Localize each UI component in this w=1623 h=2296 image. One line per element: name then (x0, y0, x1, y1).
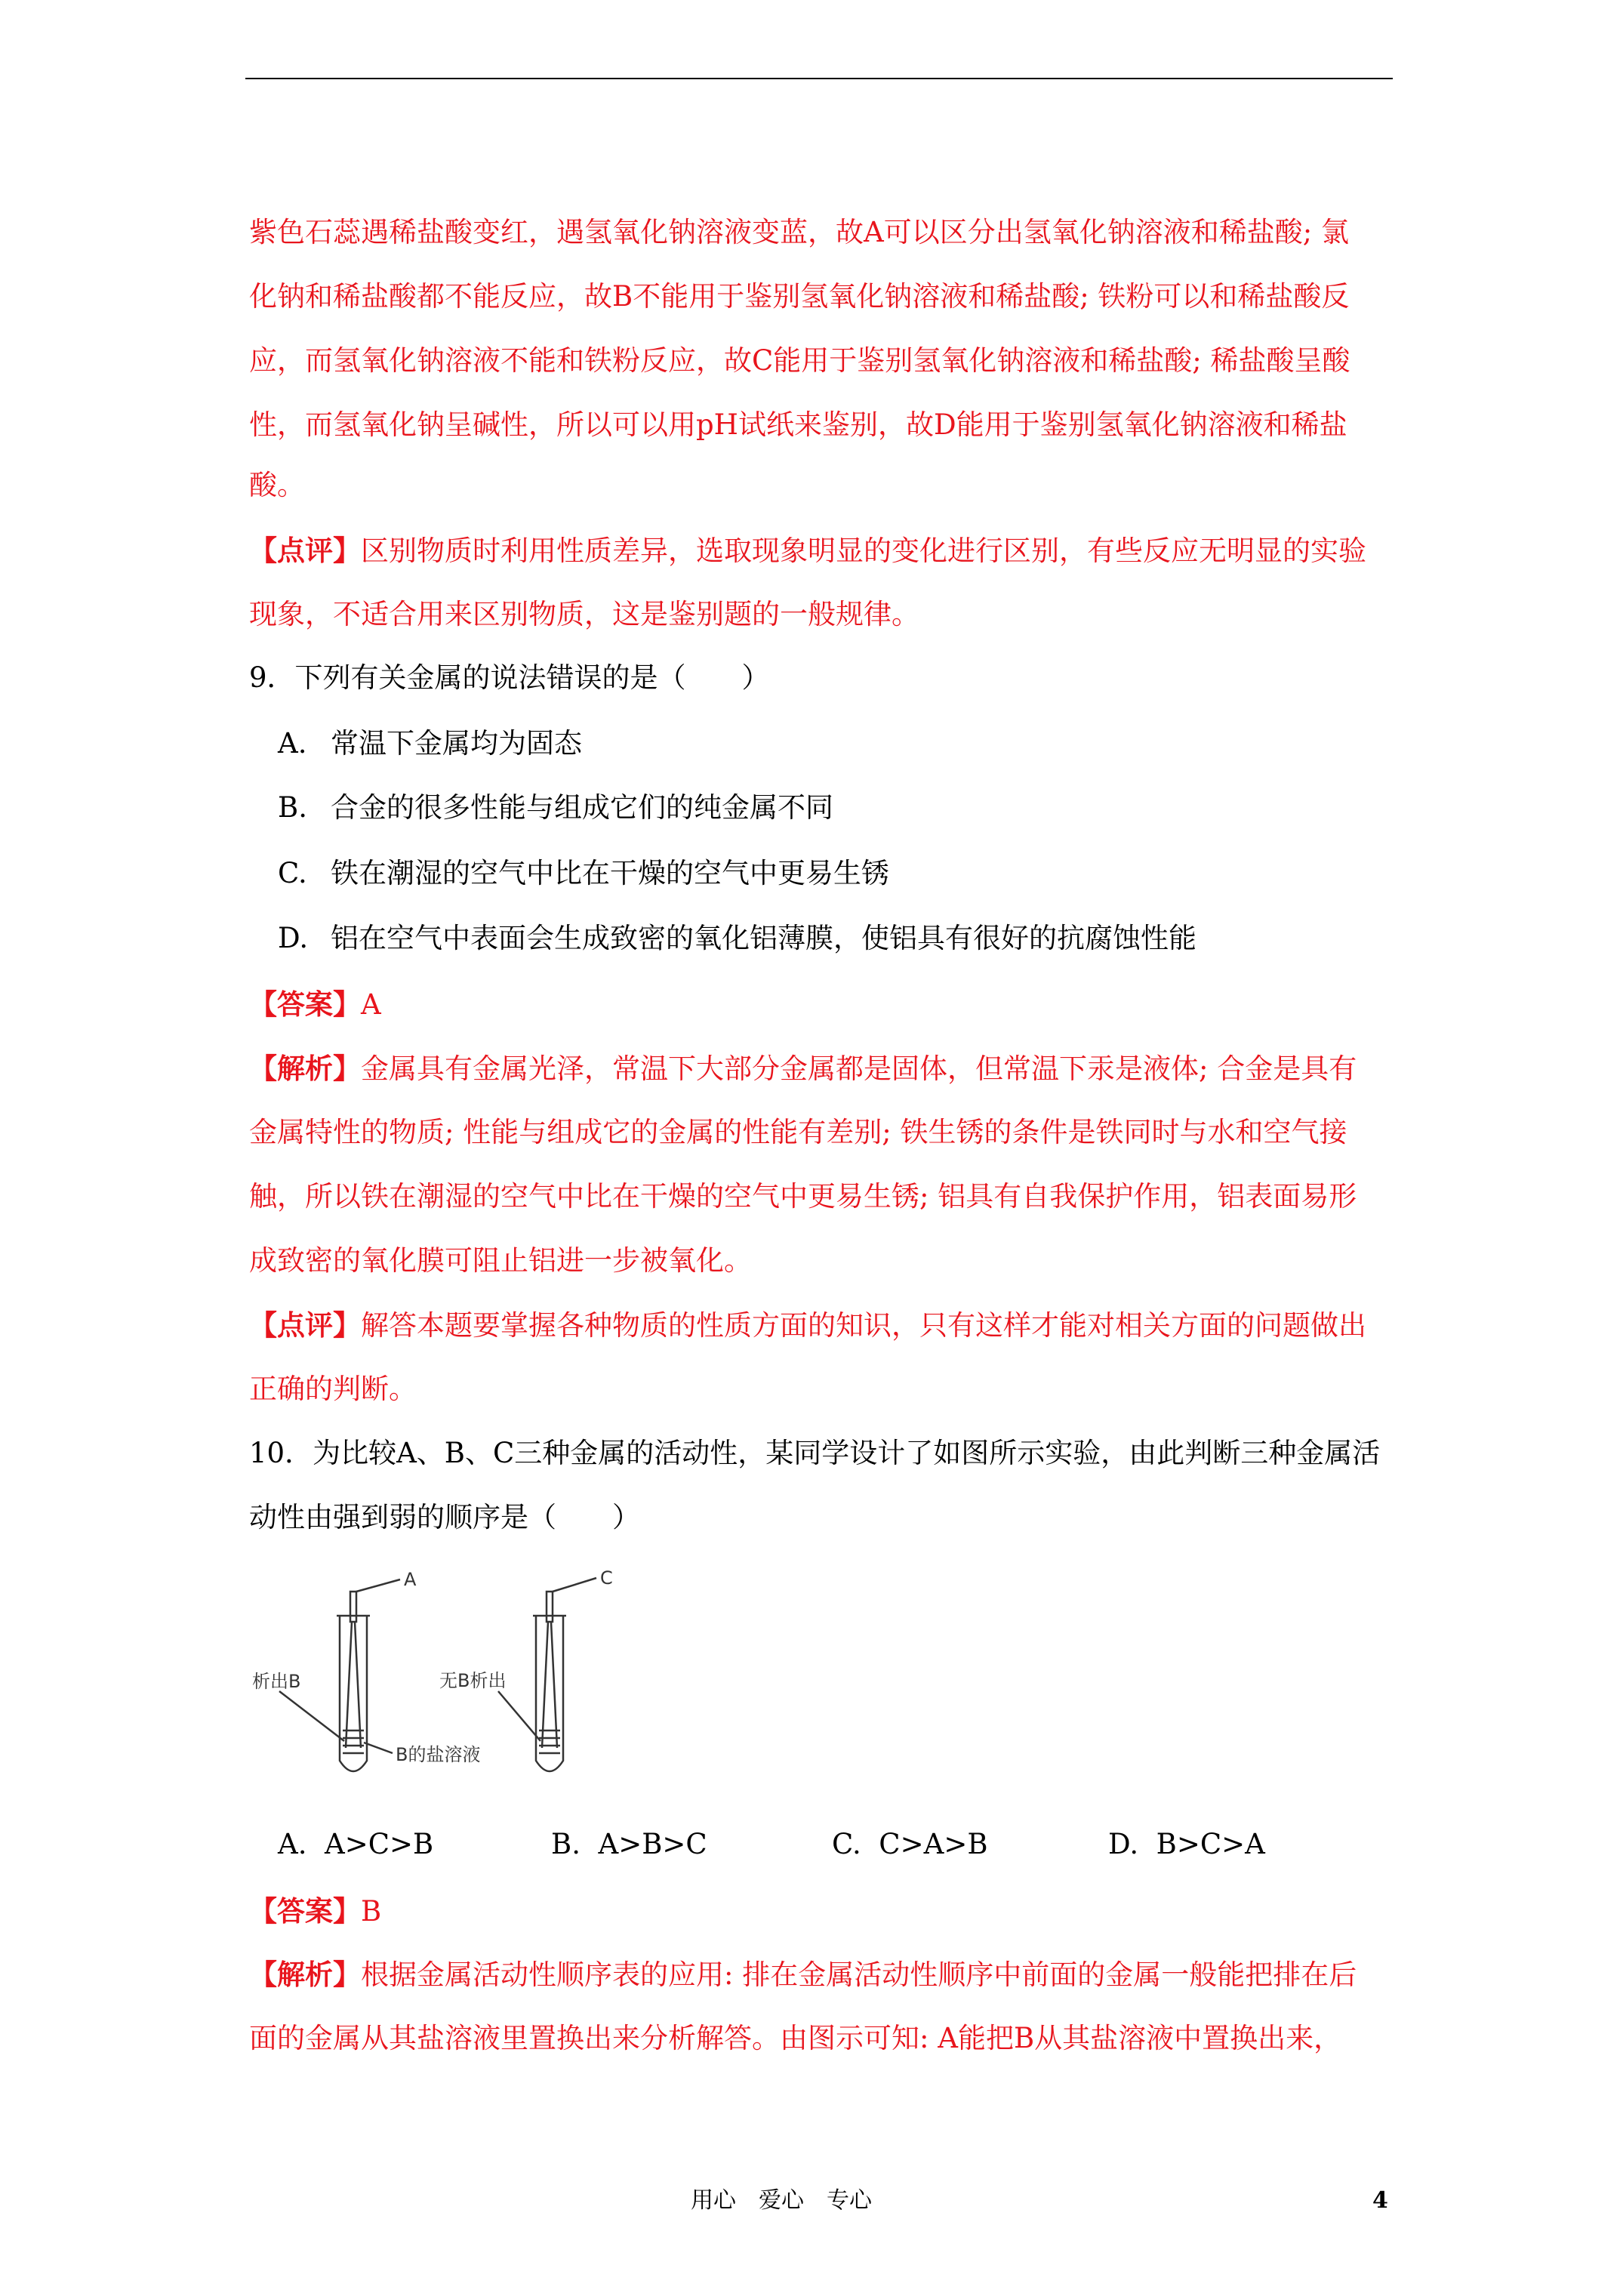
q9-analysis-line (249, 1049, 1357, 1088)
option-text: A>C>B (325, 1828, 434, 1860)
q10-option-d (1108, 1826, 1265, 1863)
option-text: C>A>B (879, 1828, 988, 1860)
comment-text: 区别物质时利用性质差异，选取现象明显的变化进行区别，有些反应无明显的实验 (361, 535, 1366, 567)
analysis-line: 应，而氢氧化钠溶液不能和铁粉反应，故C能用于鉴别氢氧化钠溶液和稀盐酸; 稀盐酸呈酸 (249, 344, 1350, 377)
label-no-precipitate: 无B析出 (439, 1670, 507, 1691)
label-a: A (404, 1569, 417, 1590)
label-c: C (600, 1567, 613, 1589)
q9-analysis-line: 成致密的氧化膜可阻止铝进一步被氧化。 (249, 1244, 752, 1277)
option-text: 常温下金属均为固态 (331, 727, 582, 760)
analysis-line: 性，而氢氧化钠呈碱性，所以可以用pH试纸来鉴别，故D能用于鉴别氢氧化钠溶液和稀盐 (249, 408, 1347, 441)
answer-value: A (361, 988, 381, 1021)
analysis-text: 金属具有金属光泽，常温下大部分金属都是固体，但常温下汞是液体; 合金是具有 (361, 1052, 1357, 1085)
footer-motto: 用心 爱心 专心 (691, 2187, 872, 2214)
comment-line (249, 532, 1366, 570)
q9-analysis-line: 触，所以铁在潮湿的空气中比在干燥的空气中更易生锈; 铝具有自我保护作用，铝表面易形 (249, 1180, 1357, 1213)
option-text: 合金的很多性能与组成它们的纯金属不同 (331, 791, 833, 824)
comment-text: 解答本题要掌握各种物质的性质方面的知识，只有这样才能对相关方面的问题做出 (361, 1309, 1366, 1342)
q10-option-c (832, 1826, 988, 1863)
option-letter: B. (278, 791, 307, 824)
analysis-text: 根据金属活动性顺序表的应用: 排在金属活动性顺序中前面的金属一般能把排在后 (361, 1959, 1357, 1991)
q9-comment-line (249, 1306, 1366, 1345)
q9-option-d (278, 920, 1196, 957)
analysis-line: 紫色石蕊遇稀盐酸变红，遇氢氧化钠溶液变蓝，故A可以区分出氢氧化钠溶液和稀盐酸; 氯 (249, 216, 1349, 248)
answer-label: 【答案】 (249, 1894, 361, 1928)
page-number: 4 (1372, 2187, 1388, 2214)
q10-analysis-line (249, 1955, 1357, 1994)
answer-label: 【答案】 (249, 988, 361, 1021)
test-tube-figure (249, 1563, 702, 1789)
question-10-stem: 10．为比较A、B、C三种金属的活动性，某同学设计了如图所示实验，由此判断三种金属活 (249, 1437, 1381, 1469)
option-letter: A. (278, 727, 307, 760)
option-text: 铁在潮湿的空气中比在干燥的空气中更易生锈 (331, 857, 889, 889)
q9-answer (249, 985, 381, 1024)
analysis-line: 酸。 (249, 469, 305, 501)
option-letter: A. (278, 1828, 307, 1860)
right-test-tube (498, 1578, 596, 1771)
label-solution: B的盐溶液 (396, 1744, 481, 1765)
header-rule (245, 78, 1393, 79)
option-letter: C. (832, 1828, 861, 1860)
label-precipitate: 析出B (252, 1671, 301, 1692)
analysis-label: 【解析】 (249, 1958, 361, 1991)
q9-comment-line: 正确的判断。 (249, 1373, 417, 1405)
q9-option-a (278, 725, 582, 763)
option-letter: B. (551, 1828, 581, 1860)
q10-option-a (278, 1826, 433, 1863)
option-text: A>B>C (598, 1828, 707, 1860)
q10-option-b (551, 1826, 707, 1863)
q10-analysis-line: 面的金属从其盐溶液里置换出来分析解答。由图示可知: A能把B从其盐溶液中置换出来， (249, 2022, 1342, 2054)
comment-label: 【点评】 (249, 1308, 361, 1342)
analysis-line: 化钠和稀盐酸都不能反应，故B不能用于鉴别氢氧化钠溶液和稀盐酸; 铁粉可以和稀盐酸反 (249, 280, 1350, 313)
q9-option-c (278, 855, 889, 892)
q9-analysis-line: 金属特性的物质; 性能与组成它的金属的性能有差别; 铁生锈的条件是铁同时与水和空气接 (249, 1116, 1347, 1148)
analysis-label: 【解析】 (249, 1052, 361, 1085)
option-letter: D. (278, 922, 309, 954)
comment-line: 现象，不适合用来区别物质，这是鉴别题的一般规律。 (249, 598, 919, 630)
option-text: 铝在空气中表面会生成致密的氧化铝薄膜，使铝具有很好的抗腐蚀性能 (331, 922, 1196, 954)
option-letter: C. (278, 857, 307, 889)
question-10-stem: 动性由强到弱的顺序是（ ） (249, 1501, 640, 1533)
q9-option-b (278, 789, 833, 827)
option-text: B>C>A (1156, 1828, 1265, 1860)
comment-label: 【点评】 (249, 534, 361, 567)
question-9-stem: 9．下列有关金属的说法错误的是（ ） (249, 661, 770, 694)
option-letter: D. (1108, 1828, 1139, 1860)
q10-answer (249, 1892, 381, 1931)
answer-value: B (361, 1895, 382, 1928)
